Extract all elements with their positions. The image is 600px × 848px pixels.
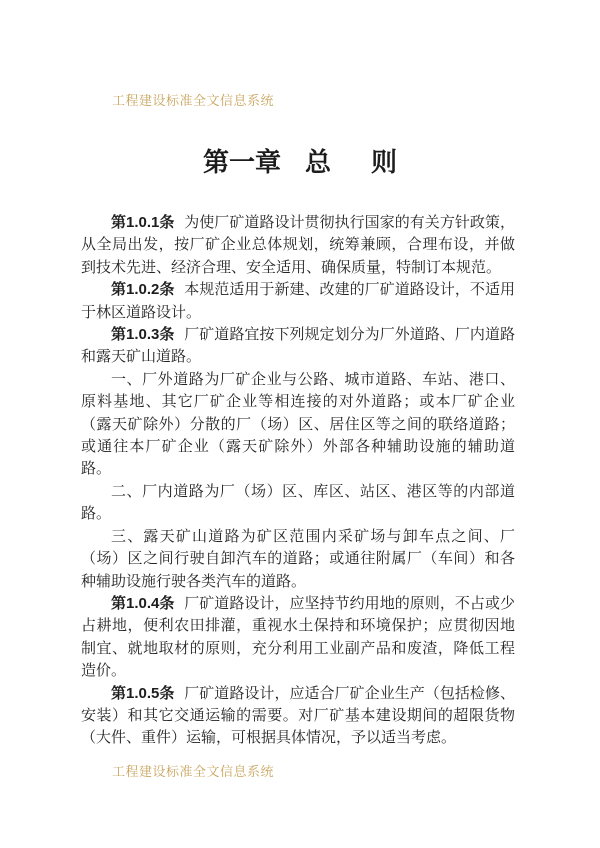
article-1-0-3 xyxy=(81,324,515,369)
list-item-3 xyxy=(81,526,515,593)
list-item-2 xyxy=(81,481,515,526)
article-1-0-1 xyxy=(81,212,515,279)
article-1-0-4-number: 第1.0.4条 xyxy=(111,594,175,612)
chapter-name-second-char: 则 xyxy=(371,147,398,177)
article-1-0-3-number: 第1.0.3条 xyxy=(111,326,175,344)
article-1-0-4 xyxy=(81,593,515,683)
chapter-number: 第一章 xyxy=(202,147,281,177)
article-1-0-1-text: 为使厂矿道路设计贯彻执行国家的有关方针政策，从全局出发，按厂矿企业总体规划，统筹兼顾，合理布设，并做到技术先进、经济合理、安全适用、确保质量，特制订本规范。 xyxy=(81,215,515,276)
chapter-title xyxy=(0,142,600,179)
list-item-1 xyxy=(81,369,515,481)
article-1-0-5-text: 厂矿道路设计，应适合厂矿企业生产（包括检修、安装）和其它交通运输的需要。对厂矿基本建设期间的超限货物（大件、重件）运输，可根据具体情况，予以适当考虑。 xyxy=(81,685,515,747)
article-1-0-5 xyxy=(81,683,515,750)
article-1-0-1-number: 第1.0.1条 xyxy=(111,214,175,231)
list-item-3-text: 三、露天矿山道路为矿区范围内采矿场与卸车点之间、厂（场）区之间行驶自卸汽车的道路；或通往附属厂（车间）和各种辅助设施行驶各类汽车的道路。 xyxy=(81,528,515,590)
article-1-0-2-number: 第1.0.2条 xyxy=(111,281,175,299)
article-1-0-5-number: 第1.0.5条 xyxy=(111,684,175,702)
chapter-name-first-char: 总 xyxy=(304,147,331,177)
list-item-1-text: 一、厂外道路为厂矿企业与公路、城市道路、车站、港口、原料基地、其它厂矿企业等相连接的对外道路；或本厂矿企业（露天矿除外）分散的厂（场）区、居住区等之间的联络道路；或通往本厂矿企业（露天矿除外）外部各种辅助设施的辅助道路。 xyxy=(81,371,515,478)
article-1-0-2 xyxy=(81,279,515,324)
article-1-0-2-text: 本规范适用于新建、改建的厂矿道路设计，不适用于林区道路设计。 xyxy=(81,282,515,321)
document-body xyxy=(81,212,515,750)
article-1-0-4-text: 厂矿道路设计，应坚持节约用地的原则，不占或少占耕地，便利农田排灌，重视水土保持和环境保护；应贯彻因地制宜、就地取材的原则，充分利用工业副产品和废渣，降低工程造价。 xyxy=(81,595,515,680)
footer-watermark: 工程建设标准全文信息系统 xyxy=(112,764,275,779)
article-1-0-3-text: 厂矿道路宜按下列规定划分为厂外道路、厂内道路和露天矿山道路。 xyxy=(81,327,515,366)
list-item-2-text: 二、厂内道路为厂（场）区、库区、站区、港区等的内部道路。 xyxy=(81,483,515,523)
header-watermark: 工程建设标准全文信息系统 xyxy=(112,93,275,108)
